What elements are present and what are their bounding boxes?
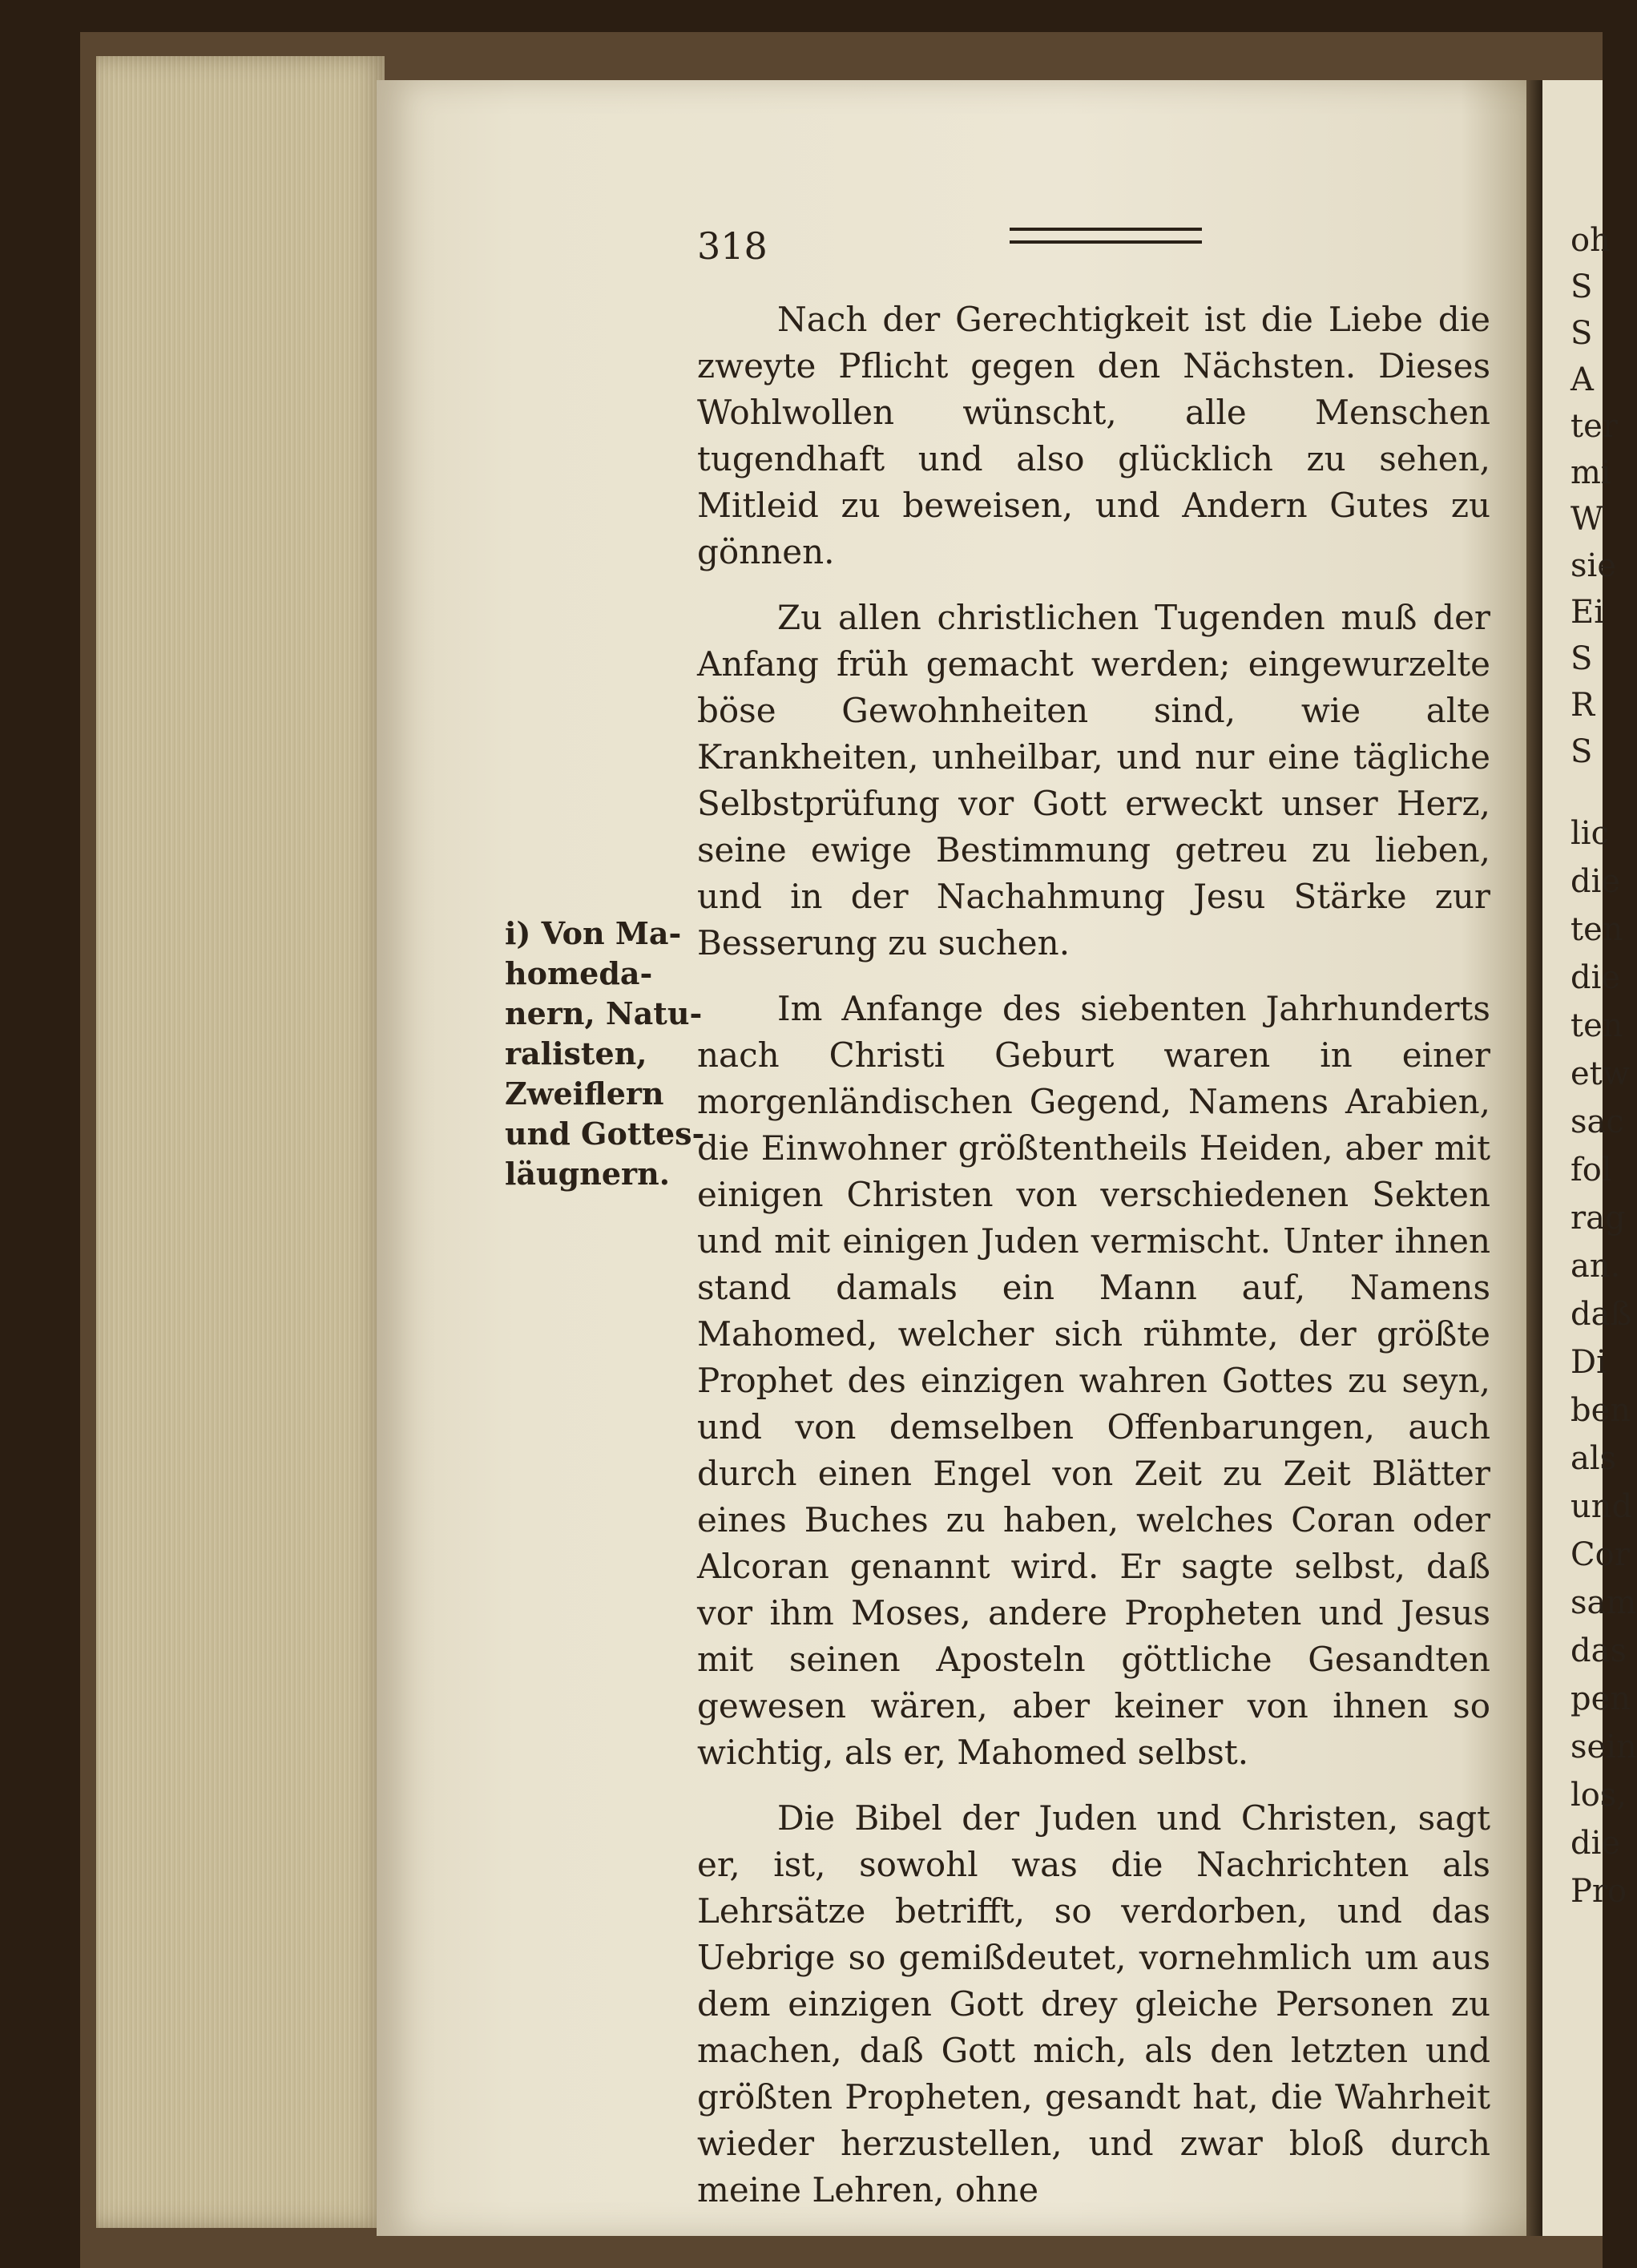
body-text (697, 297, 1490, 2233)
right-page-text-fragment: ten (1570, 1007, 1623, 1044)
marginal-note-line: und Gottes- (505, 1116, 705, 1152)
right-page-text-fragment: oh (1570, 222, 1611, 259)
right-page-text-fragment: als (1570, 1440, 1617, 1477)
right-page-text-fragment: A (1570, 361, 1594, 398)
marginal-note-line: Zweiflern (505, 1075, 664, 1112)
right-page-text-fragment: fol (1570, 1152, 1612, 1188)
right-page-text-fragment: ter (1570, 408, 1618, 445)
marginal-note-line: nern, Natu- (505, 995, 703, 1031)
right-page-text-fragment: Di (1570, 1344, 1607, 1381)
marginal-note-line: i) Von Ma- (505, 915, 682, 951)
right-page-text-fragment: R (1570, 687, 1595, 724)
paragraph: Nach der Gerechtigkeit ist die Liebe die zweyte Pflicht gegen den Nächsten. Dieses Wohlwollen wünscht, alle Menschen tugendhaft und also glücklich zu sehen, Mitleid zu beweisen, und Andern Gutes zu gönnen. (697, 300, 1490, 571)
marginal-note-line: homeda- (505, 955, 653, 991)
right-page-text-fragment: die (1570, 959, 1621, 996)
right-page-text-fragment: los, (1570, 1777, 1627, 1814)
marginal-note-line: läugnern. (505, 1156, 670, 1192)
right-page-text-fragment: S (1570, 315, 1593, 352)
right-page-text-fragment: sac (1570, 1104, 1624, 1140)
right-page-text-fragment: die (1570, 863, 1621, 900)
book-gutter (1526, 80, 1542, 2236)
right-page-text-fragment: an. (1570, 1248, 1621, 1285)
right-page-text-fragment: etw (1570, 1055, 1630, 1092)
right-page-text-fragment: S (1570, 640, 1593, 677)
right-page-text-fragment: mi (1570, 454, 1611, 491)
right-page-text-fragment: Ei (1570, 594, 1604, 631)
right-page-text-fragment: daß (1570, 1296, 1632, 1333)
right-page-text-fragment: die (1570, 1825, 1621, 1862)
right-page-text-fragment: sam (1570, 1584, 1637, 1621)
header-rule (1010, 228, 1202, 244)
right-page-text-fragment: und (1570, 1488, 1633, 1525)
paragraph: Die Bibel der Juden und Christen, sagt er, ist, sowohl was die Nachrichten als Lehrsätze betrifft, so verdorben, und das Uebrige so gemißdeutet, vornehmlich um aus dem einzigen Gott drey gleiche Personen zu machen, daß Gott mich, als den letzten und größten Propheten, gesandt hat, die Wahrheit wieder herzustellen, und zwar bloß durch meine Lehren, ohne (697, 1798, 1490, 2209)
page-edges (96, 56, 385, 2228)
right-page-text-fragment: rag (1570, 1200, 1626, 1237)
right-page-text-fragment: ten (1570, 911, 1623, 948)
right-page-text-fragment: lic (1570, 815, 1609, 852)
right-page-fragment (1542, 80, 1637, 2236)
paragraph: Zu allen christlichen Tugenden muß der Anfang früh gemacht werden; eingewurzelte böse Gewohnheiten sind, wie alte Krankheiten, unheilbar, und nur eine tägliche Selbstprüfung vor Gott erweckt unser Herz, seine ewige Bestimmung getreu zu lieben, und in der Nachahmung Jesu Stärke zur Besserung zu suchen. (697, 598, 1490, 962)
right-page-text-fragment: Cor (1570, 1536, 1630, 1573)
marginal-note (505, 914, 705, 1194)
right-page-text-fragment: S (1570, 733, 1593, 770)
right-page-text-fragment: ben (1570, 1392, 1631, 1429)
right-page-text-fragment: sie (1570, 547, 1616, 584)
right-page-text-fragment: W (1570, 501, 1604, 538)
page-number: 318 (697, 224, 768, 268)
right-page-text-fragment: das (1570, 1632, 1627, 1669)
right-page-text-fragment: Pro (1570, 1873, 1627, 1910)
right-page-text-fragment: S (1570, 268, 1593, 305)
right-page-text-fragment: pen (1570, 1681, 1631, 1717)
paragraph: Im Anfange des siebenten Jahrhunderts nach Christi Geburt waren in einer morgenländischen Gegend, Namens Arabien, die Einwohner größtentheils Heiden, aber mit einigen Christen von verschiedenen Sekten und mit einigen Juden vermischt. Unter ihnen stand damals ein Mann auf, Namens Mahomed, welcher sich rühmte, der größte Prophet des einzigen wahren Gottes zu seyn, und von demselben Offenbarungen, auch durch einen Engel von Zeit zu Zeit Blätter eines Buches zu haben, welches Coran oder Alcoran genannt wird. Er sagte selbst, daß vor ihm Moses, andere Propheten und Jesus mit seinen Aposteln göttliche Gesandten gewesen wären, aber keiner von ihnen so wichtig, als er, Mahomed selbst. (697, 989, 1490, 1772)
marginal-note-line: ralisten, (505, 1035, 647, 1071)
right-page-text-fragment: sein (1570, 1729, 1637, 1766)
